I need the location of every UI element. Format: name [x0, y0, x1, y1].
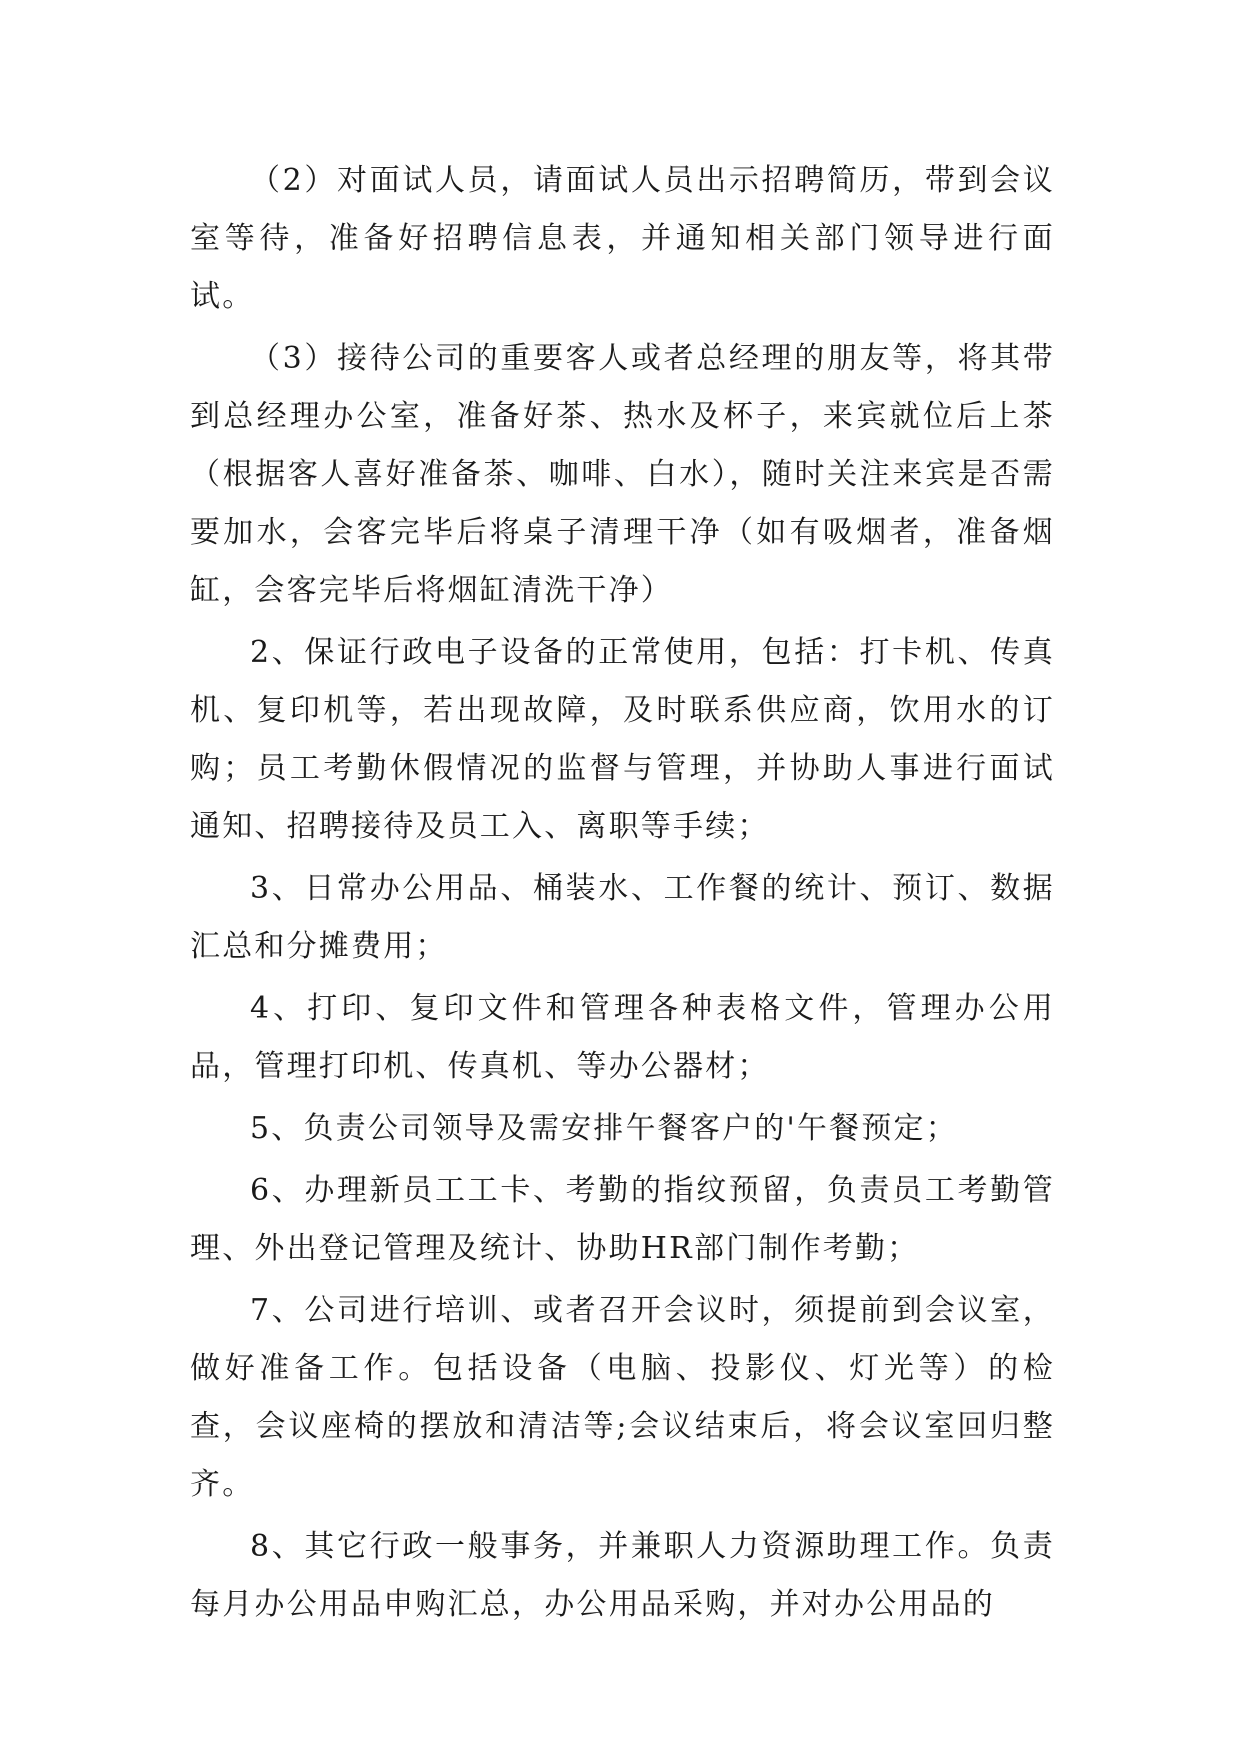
paragraph-important-guests: （3）接待公司的重要客人或者总经理的朋友等，将其带到总经理办公室，准备好茶、热水及杯子，来宾就位后上茶（根据客人喜好准备茶、咖啡、白水），随时关注来宾是否需要加水，会客完毕后将桌子清理干净（如有吸烟者，准备烟缸，会客完毕后将烟缸清洗干净） — [190, 341, 1055, 608]
paragraph-interview-staff: （2）对面试人员，请面试人员出示招聘简历，带到会议室等待，准备好招聘信息表，并通知相关部门领导进行面试。 — [190, 163, 1055, 314]
paragraph-item-5: 5、负责公司领导及需安排午餐客户的'午餐预定； — [250, 1111, 958, 1146]
paragraph-item-8: 8、其它行政一般事务，并兼职人力资源助理工作。负责每月办公用品申购汇总，办公用品采购，并对办公用品的 — [190, 1529, 1055, 1622]
paragraph-item-3: 3、日常办公用品、桶装水、工作餐的统计、预订、数据汇总和分摊费用； — [190, 871, 1055, 964]
paragraph-item-7: 7、公司进行培训、或者召开会议时，须提前到会议室，做好准备工作。包括设备（电脑、投影仪、灯光等）的检查，会议座椅的摆放和清洁等;会议结束后，将会议室回归整齐。 — [190, 1293, 1055, 1502]
paragraph-item-2: 2、保证行政电子设备的正常使用，包括：打卡机、传真机、复印机等，若出现故障，及时联系供应商，饮用水的订购；员工考勤休假情况的监督与管理，并协助人事进行面试通知、招聘接待及员工入、离职等手续； — [190, 635, 1055, 844]
document-body — [190, 152, 1055, 1634]
paragraph-item-4: 4、打印、复印文件和管理各种表格文件，管理办公用品，管理打印机、传真机、等办公器材； — [190, 991, 1055, 1084]
paragraph-item-6: 6、办理新员工工卡、考勤的指纹预留，负责员工考勤管理、外出登记管理及统计、协助HR部门制作考勤； — [190, 1173, 1055, 1266]
